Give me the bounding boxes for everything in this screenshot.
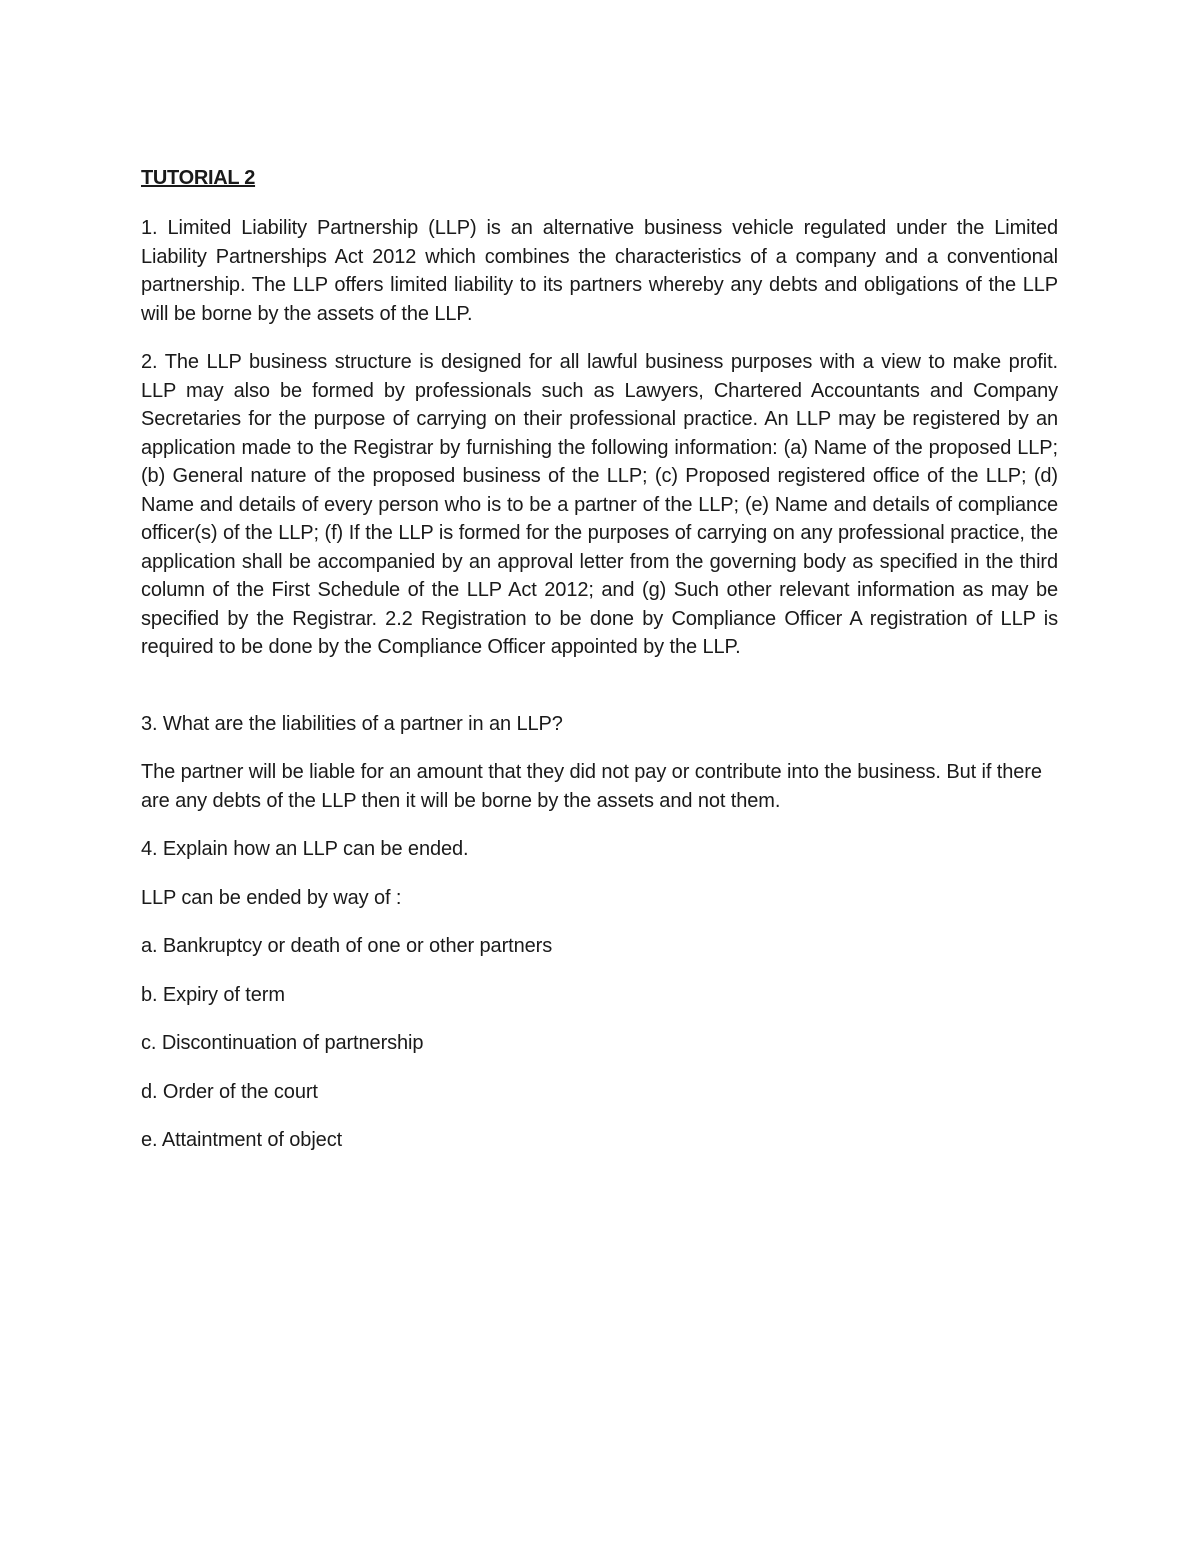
answer-3: The partner will be liable for an amount that they did not pay or contribute into the business. But if there are any debts of the LLP then it will be borne by the assets and not them. — [141, 761, 1042, 812]
list-item: c. Discontinuation of partnership — [141, 1032, 424, 1054]
list-item: b. Expiry of term — [141, 983, 285, 1006]
document-title: TUTORIAL 2 — [141, 167, 256, 189]
spacer — [141, 682, 1058, 710]
list-item: d. Order of the court — [141, 1080, 318, 1103]
document-page — [141, 164, 1058, 1175]
answer-2: 2. The LLP business structure is designed for all lawful business purposes with a view to make profit. LLP may also be formed by professionals such as Lawyers, Chartered Accountants and Company Secretaries for the purpose of carrying on their professional practice. An LLP may be registered by an application made to the Registrar by furnishing the following information: (a) Name of the proposed LLP; (b) General nature of the proposed business of the LLP; (c) Proposed registered office of the LLP; (d) Name and details of every person who is to be a partner of the LLP; (e) Name and details of compliance officer(s) of the LLP; (f) If the LLP is formed for the purposes of carrying on any professional practice, the application shall be accompanied by an approval letter from the governing body as specified in the third column of the First Schedule of the LLP Act 2012; and (g) Such other relevant information as may be specified by the Registrar. 2.2 Registration to be done by Compliance Officer A registration of LLP is required to be done by the Compliance Officer appointed by the LLP. — [141, 351, 1058, 658]
answer-4-intro: LLP can be ended by way of : — [141, 886, 402, 909]
list-item: e. Attaintment of object — [141, 1129, 343, 1151]
question-4: 4. Explain how an LLP can be ended. — [141, 838, 469, 860]
list-item: a. Bankruptcy or death of one or other partners — [141, 935, 553, 957]
answer-1: 1. Limited Liability Partnership (LLP) is an alternative business vehicle regulated under the Limited Liability Partnerships Act 2012 which combines the characteristics of a company and a conventional partnership. The LLP offers limited liability to its partners whereby any debts and obligations of the LLP will be borne by the assets of the LLP. — [141, 217, 1058, 325]
question-3: 3. What are the liabilities of a partner in an LLP? — [141, 712, 563, 735]
